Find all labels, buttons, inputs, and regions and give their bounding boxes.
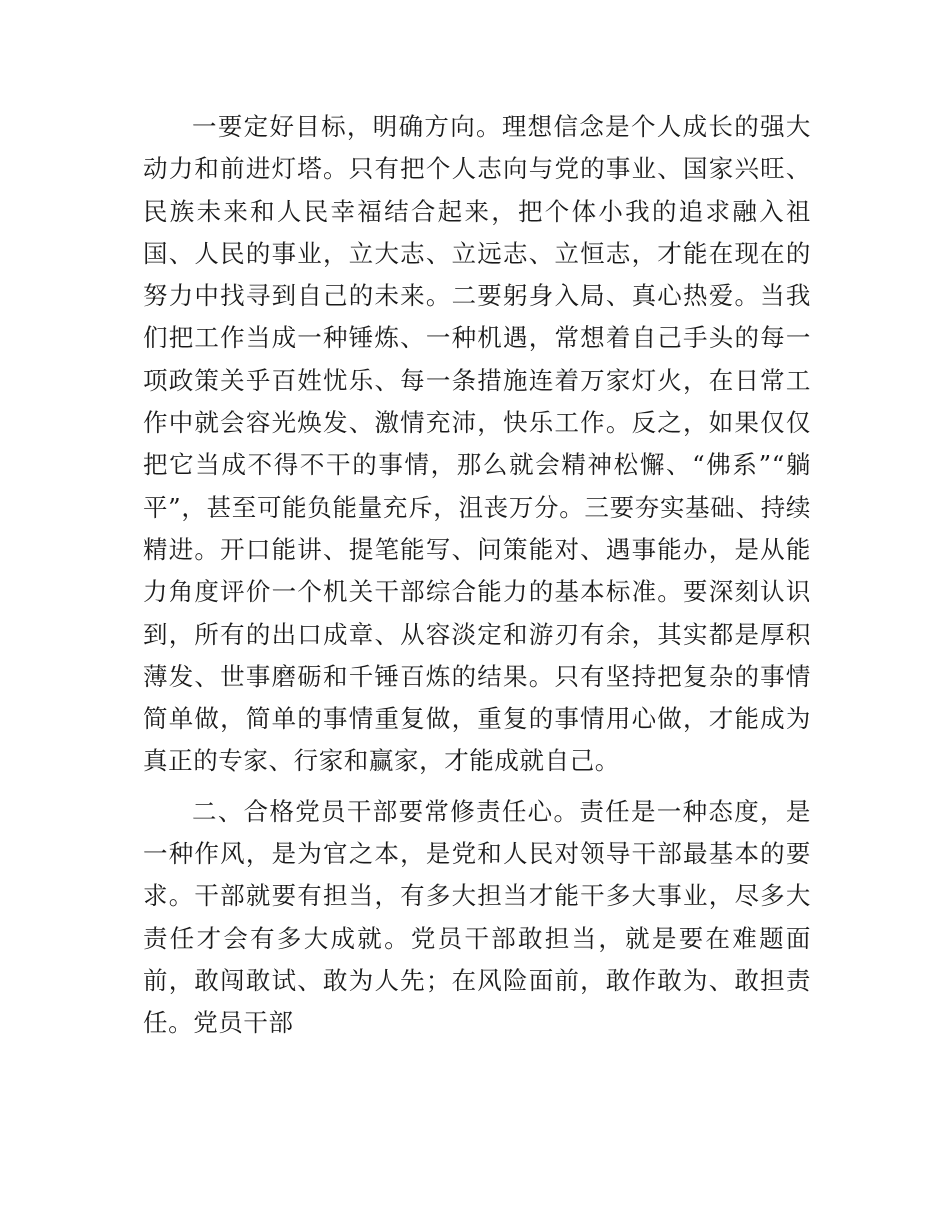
paragraph-goals: 一要定好目标，明确方向。理想信念是个人成长的强大动力和前进灯塔。只有把个人志向与党的事业、国家兴旺、民族未来和人民幸福结合起来，把个体小我的追求融入祖国、人民的事业，立大志、立远志、立恒志，才能在现在的努力中找寻到自己的未来。二要躬身入局、真心热爱。当我们把工作当成一种锤炼、一种机遇，常想着自己手头的每一项政策关乎百姓忧乐、每一条措施连着万家灯火，在日常工作中就会容光焕发、激情充沛，快乐工作。反之，如果仅仅把它当成不得不干的事情，那么就会精神松懈、“佛系”“躺平”，甚至可能负能量充斥，沮丧万分。三要夯实基础、持续精进。开口能讲、提笔能写、问策能对、遇事能办，是从能力角度评价一个机关干部综合能力的基本标准。要深刻认识到，所有的出口成章、从容淡定和游刃有余，其实都是厚积薄发、世事磨砺和千锤百炼的结果。只有坚持把复杂的事情简单做，简单的事情重复做，重复的事情用心做，才能成为真正的专家、行家和赢家，才能成就自己。	[143, 112, 811, 776]
document-body	[143, 106, 811, 1045]
paragraph-responsibility: 二、合格党员干部要常修责任心。责任是一种态度，是一种作风，是为官之本，是党和人民对领导干部最基本的要求。干部就要有担当，有多大担当才能干多大事业，尽多大责任才会有多大成就。党员干部敢担当，就是要在难题面前，敢闯敢试、敢为人先；在风险面前，敢作敢为、敢担责任。党员干部	[143, 796, 811, 1038]
